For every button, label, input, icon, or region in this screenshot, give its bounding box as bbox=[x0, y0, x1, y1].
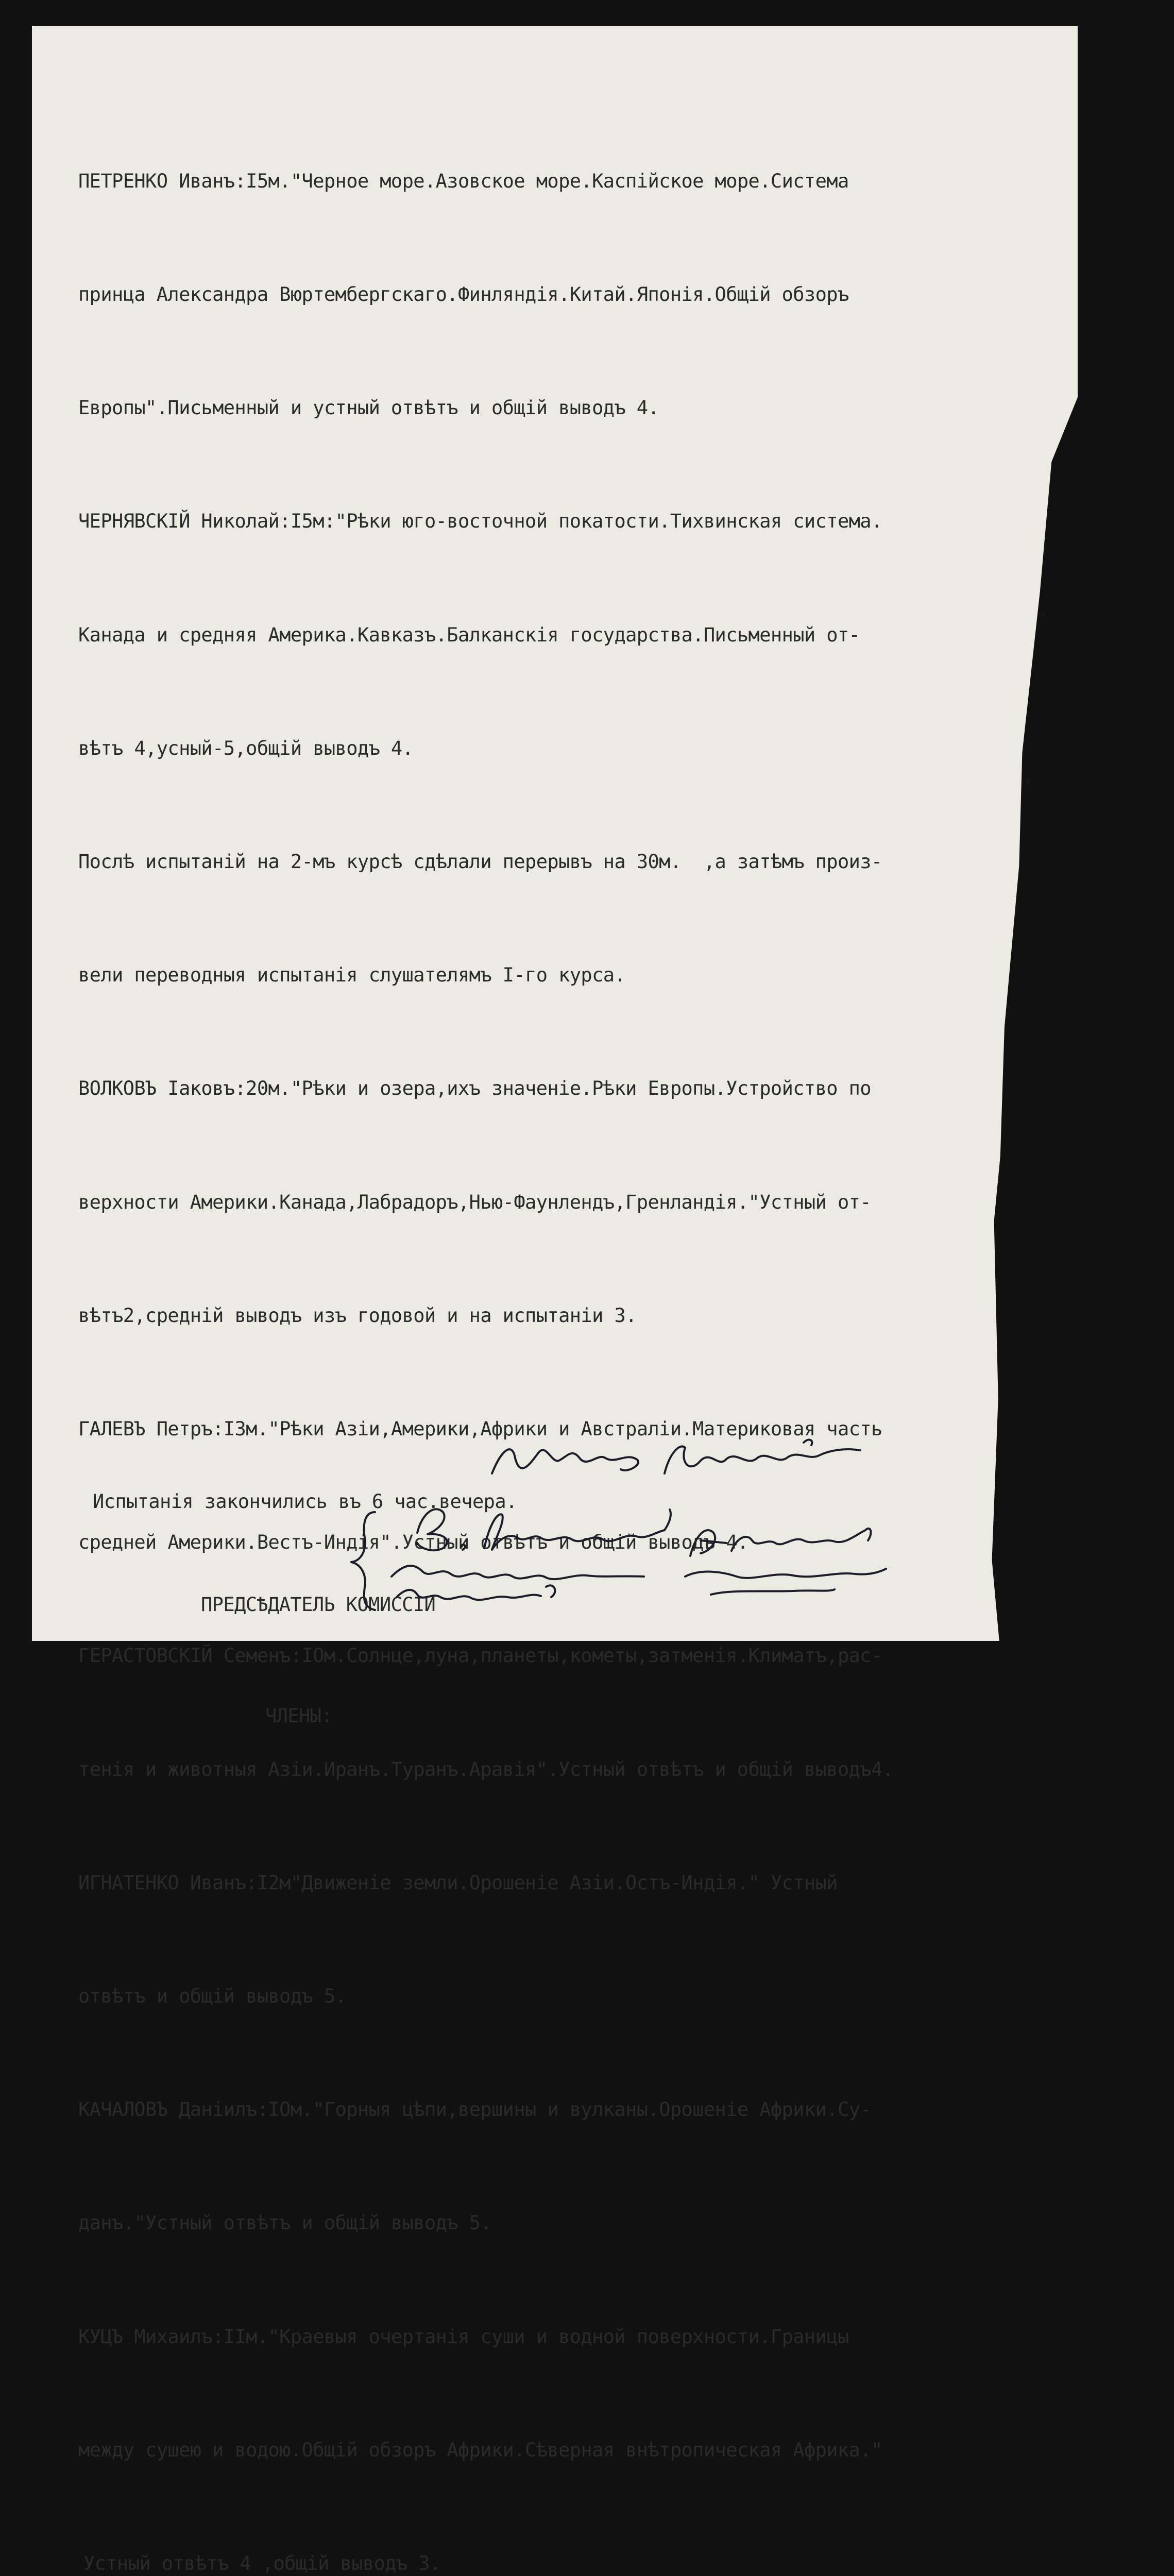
text-line: вѣтъ2,среднiй выводъ изъ годовой и на испытанiи 3. bbox=[78, 1304, 637, 1327]
document-body bbox=[78, 87, 985, 2576]
text-line: отвѣтъ и общiй выводъ 5. bbox=[78, 1985, 347, 2008]
text-line: данъ."Устный отвѣтъ и общiй выводъ 5. bbox=[78, 2212, 492, 2234]
text-line: тенiя и животныя Азiи.Иранъ.Туранъ.Аравiя".Устный отвѣтъ и общiй выводъ4. bbox=[78, 1758, 894, 1781]
closing-block bbox=[77, 1425, 517, 1762]
text-line: верхности Америки.Канада,Лабрадоръ,Нью-Фаунлендъ,Гренландiя."Устный от- bbox=[78, 1191, 871, 1213]
text-line: вели переводныя испытанiя слушателямъ I-го курса. bbox=[78, 964, 626, 987]
text-line: Устный отвѣтъ 4 ,общiй выводъ 3. bbox=[83, 2552, 441, 2575]
paper-hole bbox=[1040, 611, 1045, 618]
text-line: Европы".Письменный и устный отвѣтъ и общiй выводъ 4. bbox=[78, 397, 659, 419]
text-line: ГАЛЕВЪ Петръ:I3м."Рѣки Азiи,Америки,Африки и Австралiи.Материковая часть bbox=[78, 1418, 882, 1440]
text-line: между сушею и водою.Общiй обзоръ Африки.Сѣверная внѣтропическая Африка." bbox=[78, 2438, 882, 2461]
text-line: ИГНАТЕНКО Иванъ:I2м"Движенiе земли.Орошенiе Азiи.Остъ-Индiя." Устный bbox=[78, 1871, 838, 1894]
text-line: средней Америки.Вестъ-Индiя".Устный отвѣтъ и общiй выводъ 4. bbox=[78, 1531, 748, 1554]
text-line: ЧЕРНЯВСКIЙ Николай:I5м:"Рѣки юго-восточной покатости.Тихвинская система. bbox=[78, 510, 882, 533]
members-label: ЧЛЕНЫ: bbox=[265, 1705, 333, 1727]
text-line: Канада и средняя Америка.Кавказъ.Балканскiя государства.Письменный от- bbox=[78, 623, 860, 646]
chairman-label: ПРЕДСѢДАТЕЛЬ КОМИССIИ bbox=[201, 1594, 436, 1616]
text-line: ГЕРАСТОВСКIЙ Семенъ:IOм.Солнце,луна,планеты,кометы,затменiя.Климатъ,рас- bbox=[78, 1645, 882, 1667]
text-line: КУЦЪ Михаилъ:IIм."Краевыя очертанiя суши и водной поверхности.Границы bbox=[78, 2325, 849, 2348]
text-line: ВОЛКОВЪ Iаковъ:20м."Рѣки и озера,ихъ значенiе.Рѣки Европы.Устройство по bbox=[78, 1077, 871, 1100]
closing-line: Испытанiя закончились въ 6 час.вечера. bbox=[93, 1490, 517, 1513]
text-line: принца Александра Вюртембергскаго.Финляндiя.Китай.Японiя.Общiй обзоръ bbox=[78, 283, 849, 306]
paper-hole bbox=[1025, 778, 1030, 785]
text-line: вѣтъ 4,усный-5,общiй выводъ 4. bbox=[78, 737, 414, 759]
text-line: ПЕТРЕНКО Иванъ:I5м."Черное море.Азовское море.Каспiйское море.Система bbox=[78, 170, 849, 192]
text-line: КАЧАЛОВЪ Данiилъ:IOм."Горныя цѣпи,вершины и вулканы.Орошенiе Африки.Су- bbox=[78, 2098, 871, 2121]
text-line: Послѣ испытанiй на 2-мъ курсѣ сдѣлали перерывъ на 30м. ,а затѣмъ произ- bbox=[78, 851, 882, 873]
